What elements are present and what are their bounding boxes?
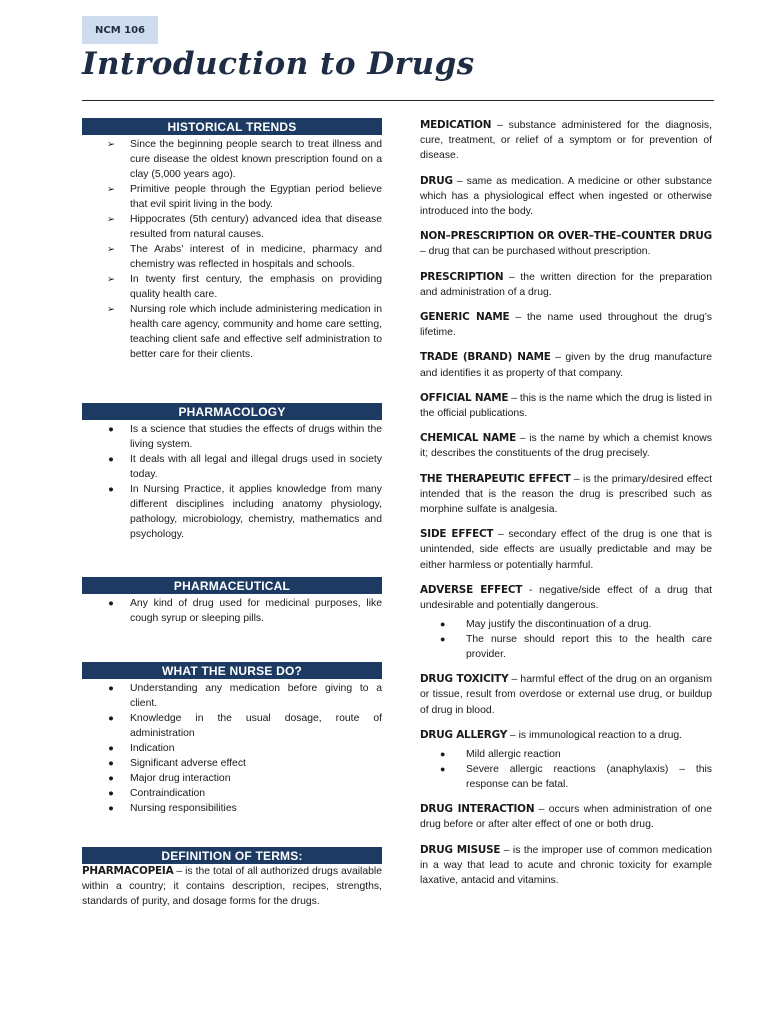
pharmacology-list <box>82 422 382 542</box>
definition-official-name: OFFICIAL NAME – this is the name which the drug is listed in the official publications. <box>420 391 712 420</box>
term-name: OFFICIAL NAME <box>420 391 509 404</box>
arrow-bullet-icon: ➢ <box>107 214 115 225</box>
list-item: ➢ The Arabs’ interest of in medicine, pharmacy and chemistry was reflected in hospitals and schools. <box>82 242 382 272</box>
definition-side-effect: SIDE EFFECT – secondary effect of the drug is one that is unintended, side effects are usually predictable and may be either harmless or potentially harmful. <box>420 528 712 571</box>
definition-otc-drug: NON–PRESCRIPTION OR OVER–THE–COUNTER DRUG – drug that can be purchased without prescription. <box>420 230 712 258</box>
dot-bullet-icon: ● <box>108 758 114 769</box>
definition-prescription: PRESCRIPTION – the written direction for the preparation and administration of a drug. <box>420 270 712 298</box>
arrow-bullet-icon: ➢ <box>107 139 115 150</box>
definition-drug-allergy: DRUG ALLERGY – is immunological reaction to a drug. <box>420 728 683 741</box>
page-title: Introduction to Drugs <box>82 46 475 82</box>
dot-bullet-icon: ● <box>440 619 446 630</box>
list-item: ➢ Primitive people through the Egyptian period believe that evil spirit living in the body. <box>82 182 382 212</box>
definition-chemical-name: CHEMICAL NAME – is the name by which a chemist knows it; describes the constituents of the drug precisely. <box>420 432 712 460</box>
term-name: NON–PRESCRIPTION OR OVER–THE–COUNTER DRUG <box>420 230 712 243</box>
section-heading-pharmaceutical: PHARMACEUTICAL <box>82 577 382 594</box>
term-name: THE THERAPEUTIC EFFECT <box>420 472 571 485</box>
list-item: ● Is a science that studies the effects of drugs within the living system. <box>82 422 382 452</box>
definition-generic-name: GENERIC NAME – the name used throughout the drug’s lifetime. <box>420 311 712 339</box>
dot-bullet-icon: ● <box>108 743 114 754</box>
definition-drug-interaction: DRUG INTERACTION – occurs when administration of one drug before or after alter effect of one or both drug. <box>420 803 712 831</box>
list-item: ● Indication <box>82 741 382 756</box>
list-item: ➢ Nursing role which include administering medication in health care agency, community and home care setting, teaching client safe and effective self administration to better care for their clients. <box>82 302 382 362</box>
definition-drug-toxicity: DRUG TOXICITY – harmful effect of the drug on an organism or tissue, result from overdose or external use drug, or buildup of drug in blood. <box>420 673 713 716</box>
left-column <box>82 118 382 910</box>
definition-trade-name: TRADE (BRAND) NAME – given by the drug manufacture and identifies it as property of that company. <box>420 351 712 379</box>
list-item: ● Any kind of drug used for medicinal purposes, like cough syrup or sleeping pills. <box>82 596 382 626</box>
term-name: DRUG TOXICITY <box>420 673 509 686</box>
adverse-effect-list <box>420 617 712 662</box>
term-name: CHEMICAL NAME <box>420 432 516 445</box>
dot-bullet-icon: ● <box>108 484 114 495</box>
dot-bullet-icon: ● <box>108 788 114 799</box>
list-item: ● In Nursing Practice, it applies knowledge from many different disciplines including anatomy physiology, pathology, microbiology, chemistry, mathematics and psychology. <box>82 482 382 542</box>
term-name: PHARMACOPEIA <box>82 865 174 877</box>
list-item: ● Mild allergic reaction <box>440 749 561 761</box>
list-item: ➢ Hippocrates (5th century) advanced idea that disease resulted from natural causes. <box>82 212 382 242</box>
list-item: ● Major drug interaction <box>82 771 382 786</box>
list-item: ● Nursing responsibilities <box>82 801 382 816</box>
section-heading-what-the-nurse-do: WHAT THE NURSE DO? <box>82 662 382 679</box>
dot-bullet-icon: ● <box>108 803 114 814</box>
dot-bullet-icon: ● <box>440 749 446 760</box>
section-heading-definition-of-terms: DEFINITION OF TERMS: <box>82 847 382 864</box>
term-name: DRUG ALLERGY <box>420 728 508 741</box>
definition-adverse-effect: ADVERSE EFFECT - negative/side effect of a drug that undesirable and potentially dangerous. <box>420 583 712 612</box>
term-name: TRADE (BRAND) NAME <box>420 351 551 364</box>
dot-bullet-icon: ● <box>108 713 114 724</box>
dot-bullet-icon: ● <box>108 598 114 609</box>
term-name: PRESCRIPTION <box>420 270 504 283</box>
arrow-bullet-icon: ➢ <box>107 244 115 255</box>
list-item: ● The nurse should report this to the health care provider. <box>440 634 712 661</box>
term-name: SIDE EFFECT <box>420 528 494 541</box>
definition-pharmacopeia: PHARMACOPEIA – is the total of all authorized drugs available within a country; it contains description, recipes, strengths, standards of purity, and dosage forms for the drugs. <box>82 865 382 908</box>
list-item: ➢ In twenty first century, the emphasis on providing quality health care. <box>82 272 382 302</box>
term-name: DRUG <box>420 174 453 187</box>
pharmaceutical-list <box>82 596 382 626</box>
list-item: ● Severe allergic reactions (anaphylaxis) – this response can be fatal. <box>440 764 712 791</box>
definition-drug: DRUG – same as medication. A medicine or other substance which has a physiological effect when ingested or otherwise introduced into the body. <box>420 174 712 218</box>
section-heading-historical-trends: HISTORICAL TRENDS <box>82 118 382 135</box>
term-name: MEDICATION <box>420 119 492 131</box>
list-item: ● It deals with all legal and illegal drugs used in society today. <box>82 452 382 482</box>
list-item: ● May justify the discontinuation of a drug. <box>440 619 652 631</box>
term-name: GENERIC NAME <box>420 311 510 324</box>
arrow-bullet-icon: ➢ <box>107 274 115 285</box>
dot-bullet-icon: ● <box>108 683 114 694</box>
nurse-duties-list <box>82 681 382 816</box>
dot-bullet-icon: ● <box>108 454 114 465</box>
list-item: ● Understanding any medication before giving to a client. <box>82 681 382 711</box>
term-name: DRUG INTERACTION <box>420 803 535 816</box>
section-heading-pharmacology: PHARMACOLOGY <box>82 403 382 420</box>
term-name: ADVERSE EFFECT <box>420 583 523 596</box>
definition-therapeutic-effect: THE THERAPEUTIC EFFECT – is the primary/desired effect intended that is the reason the drug is prescribed such as morphine sulfate is analgesia. <box>420 472 712 516</box>
right-column <box>420 118 712 888</box>
dot-bullet-icon: ● <box>440 764 446 775</box>
list-item: ● Knowledge in the usual dosage, route of administration <box>82 711 382 741</box>
term-name: DRUG MISUSE <box>420 843 501 856</box>
arrow-bullet-icon: ➢ <box>107 304 115 315</box>
title-divider <box>82 100 714 101</box>
course-tag: NCM 106 <box>82 16 158 44</box>
arrow-bullet-icon: ➢ <box>107 184 115 195</box>
historical-trends-list <box>82 137 382 362</box>
dot-bullet-icon: ● <box>108 773 114 784</box>
list-item: ➢ Since the beginning people search to treat illness and cure disease the oldest known prescription found on a clay (5,000 years ago). <box>82 137 382 182</box>
dot-bullet-icon: ● <box>440 634 446 645</box>
list-item: ● Contraindication <box>82 786 382 801</box>
list-item: ● Significant adverse effect <box>82 756 382 771</box>
definition-drug-misuse: DRUG MISUSE – is the improper use of common medication in a way that lead to acute and chronic toxicity for example laxative, antacid and vitamins. <box>420 843 713 886</box>
definition-medication: MEDICATION – substance administered for the diagnosis, cure, treatment, or relief of a symptom or for prevention of disease. <box>420 119 712 162</box>
drug-allergy-list <box>420 747 712 792</box>
dot-bullet-icon: ● <box>108 424 114 435</box>
